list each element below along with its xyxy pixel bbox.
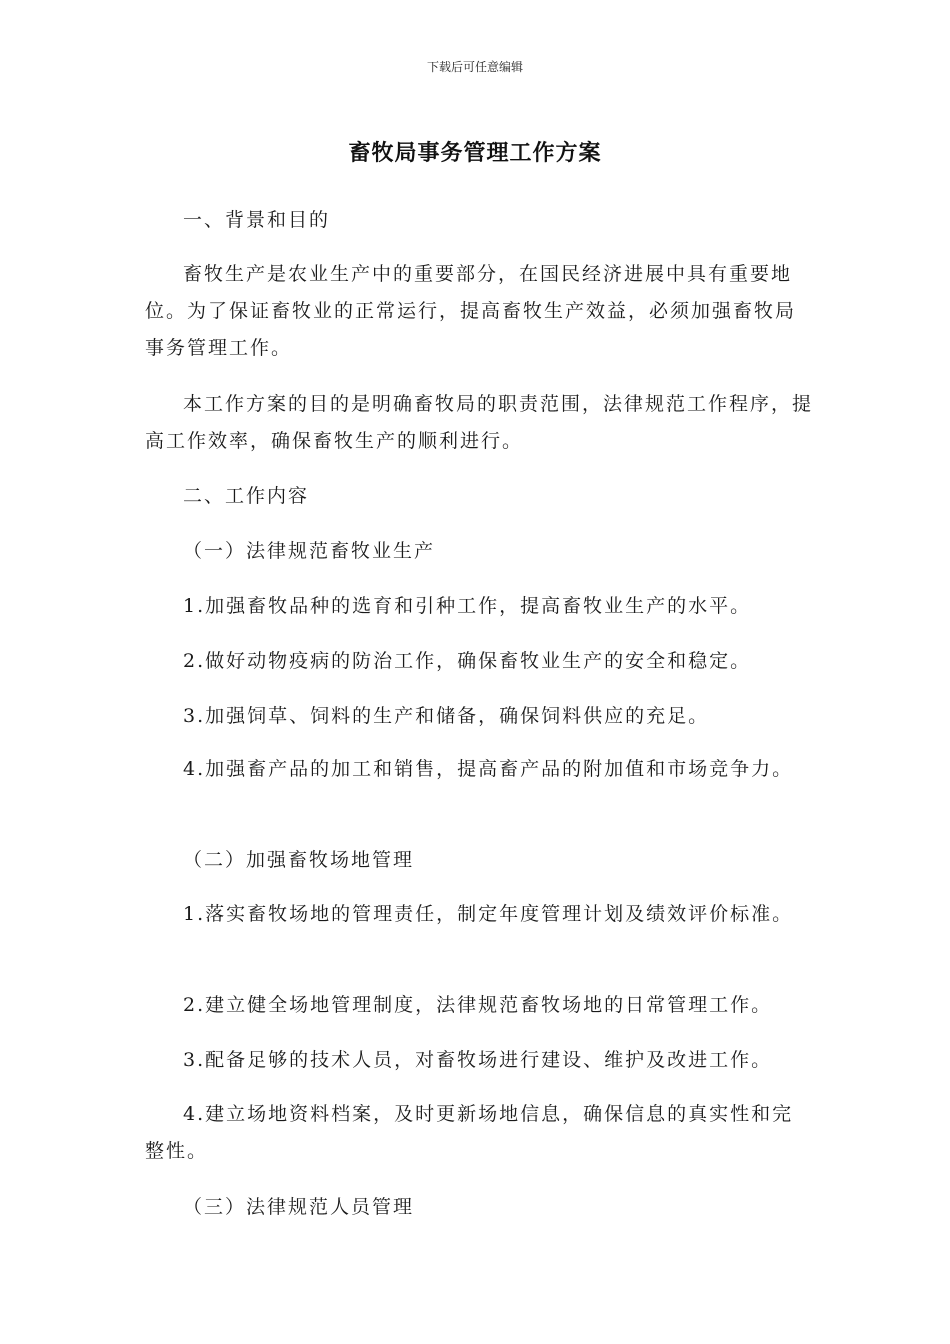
- paragraph: 一、背景和目的: [183, 209, 331, 231]
- subsection-heading-1: [145, 533, 813, 570]
- paragraph: 本工作方案的目的是明确畜牧局的职责范围，法律规范工作程序，提高工作效率，确保畜牧生产的顺利进行。: [145, 393, 814, 452]
- paragraph: 1.加强畜牧品种的选育和引种工作，提高畜牧业生产的水平。: [183, 595, 752, 617]
- paragraph: 3.加强饲草、饲料的生产和储备，确保饲料供应的充足。: [183, 705, 710, 727]
- paragraph: 畜牧生产是农业生产中的重要部分，在国民经济进展中具有重要地位。为了保证畜牧业的正常运行，提高畜牧生产效益，必须加强畜牧局事务管理工作。: [145, 263, 797, 359]
- document-title: 畜牧局事务管理工作方案: [348, 141, 602, 166]
- list-item: [145, 1042, 813, 1079]
- paragraph: （一）法律规范畜牧业生产: [183, 540, 436, 562]
- paragraph: 4.建立场地资料档案，及时更新场地信息，确保信息的真实性和完整性。: [145, 1103, 794, 1162]
- list-item: [145, 896, 813, 933]
- paragraph: （二）加强畜牧场地管理: [183, 849, 415, 871]
- list-item: [145, 751, 813, 788]
- header-note: 下载后可任意编辑: [426, 60, 523, 74]
- list-item: [145, 987, 813, 1024]
- paragraph: 1.落实畜牧场地的管理责任，制定年度管理计划及绩效评价标准。: [183, 903, 794, 925]
- list-item: [145, 1096, 813, 1170]
- paragraph: 3.配备足够的技术人员，对畜牧场进行建设、维护及改进工作。: [183, 1049, 773, 1071]
- section-heading-1: [145, 202, 813, 239]
- paragraph: 4.加强畜产品的加工和销售，提高畜产品的附加值和市场竞争力。: [183, 758, 794, 780]
- list-item: [145, 698, 813, 735]
- subsection-heading-2: [145, 842, 813, 879]
- list-item: [145, 588, 813, 625]
- section-heading-2: [145, 478, 813, 515]
- paragraph: 二、工作内容: [183, 485, 310, 507]
- paragraph: （三）法律规范人员管理: [183, 1196, 415, 1218]
- paragraph: 2.做好动物疫病的防治工作，确保畜牧业生产的安全和稳定。: [183, 650, 752, 672]
- list-item: [145, 643, 813, 680]
- paragraph: 2.建立健全场地管理制度，法律规范畜牧场地的日常管理工作。: [183, 994, 773, 1016]
- paragraph-block: [145, 256, 813, 367]
- subsection-heading-3: [145, 1189, 813, 1226]
- paragraph-block: [145, 386, 813, 460]
